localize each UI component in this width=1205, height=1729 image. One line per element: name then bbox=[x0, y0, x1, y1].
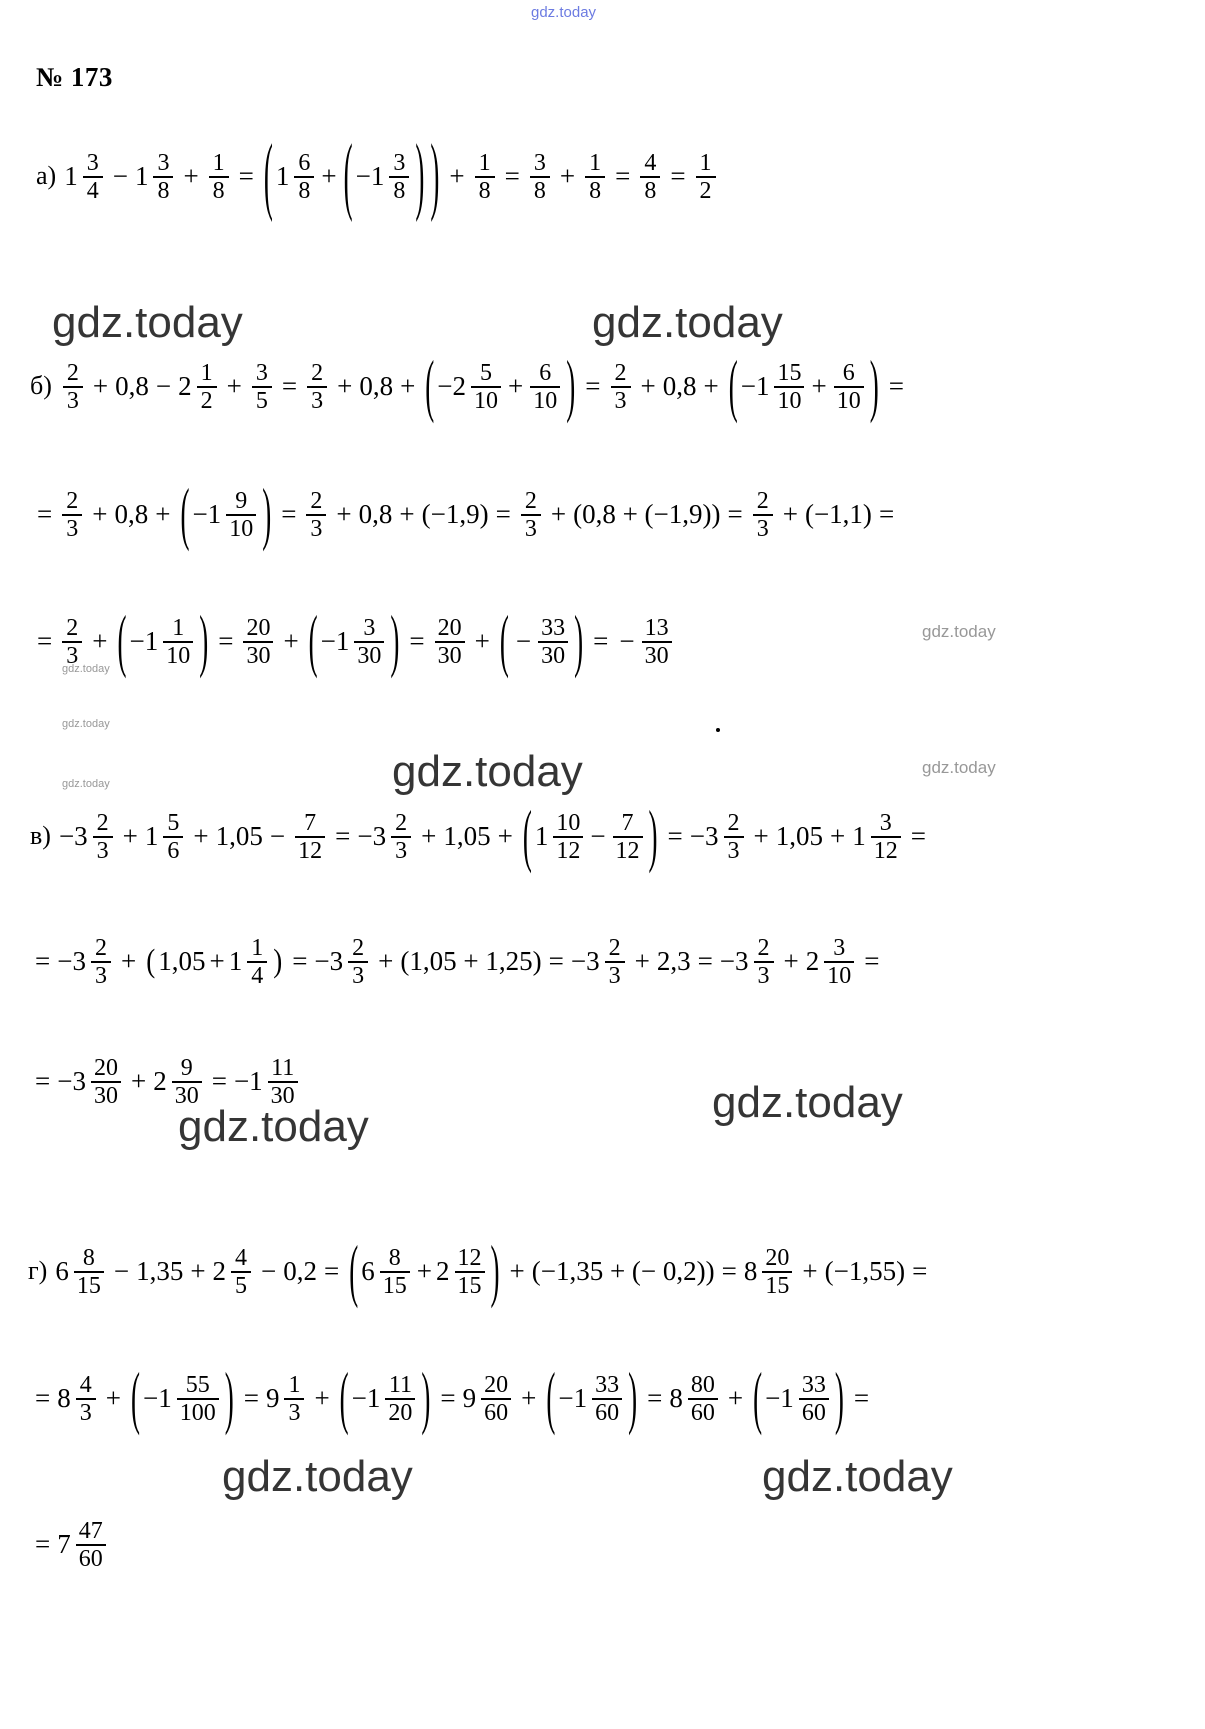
watermark: gdz.today bbox=[762, 1452, 953, 1501]
grouped-expression: ( −1 $\frac{33}{60}$ ) bbox=[546, 1357, 638, 1436]
grouped-expression: ( 1 $\frac{10}{12}$ − $\frac{7}{12}$ ) bbox=[522, 795, 658, 874]
watermark: gdz.today bbox=[531, 4, 597, 21]
solution-g-line-3: = 7 $\frac{47}{60}$ bbox=[28, 1518, 109, 1571]
solution-b-line-2: = $\frac{2}{3}$ + 0,8 + ( −1 $\frac{9}{10}$ ) = $\frac{2}{3}$ + 0,8 + (−1,9) = $\frac{2}{3}$ + (0,8 + (−1,9)) = $\frac{2}{3}$ + (−1,1) = bbox=[37, 473, 895, 552]
term: $\frac{3}{8}$ bbox=[530, 151, 550, 204]
solution-b-line-1: б) $\frac{2}{3}$ + 0,8 − 2 $\frac{1}{2}$ + $\frac{3}{5}$ = $\frac{2}{3}$ + 0,8 + ( −2 $\frac{5}{10}$ + $\frac{6}{10}$ ) = $\frac{2}{3}$ + 0,8 + ( −1 $\frac{15}{10}$ + $\frac{6}{10}$ ) = bbox=[30, 345, 904, 424]
term: $\frac{1}{8}$ bbox=[475, 151, 495, 204]
watermark: gdz.today bbox=[712, 1078, 903, 1127]
watermark: gdz.today bbox=[62, 718, 110, 730]
grouped-expression: ( − $\frac{33}{30}$ ) bbox=[499, 600, 584, 679]
solution-v-line-3: = −3 $\frac{20}{30}$ + 2 $\frac{9}{30}$ = −1 $\frac{11}{30}$ bbox=[28, 1055, 301, 1108]
grouped-expression: ( 1,05 + 1 $\frac{1}{4}$ ) bbox=[146, 935, 283, 990]
term: 1 $\frac{3}{4}$ bbox=[64, 150, 106, 203]
solution-a-line-1: а) 1 $\frac{3}{4}$ − 1 $\frac{3}{8}$ + $\frac{1}{8}$ = ( 1 $\frac{6}{8}$ + ( −1 $\frac{3}{8}$ ) ) + $\frac{1}{8}$ = $\frac{3}{8}$ + $\frac{1}{8}$ = $\frac{4}{8}$ = $\frac{1}{2}$ bbox=[36, 150, 719, 203]
result: 7 $\frac{47}{60}$ bbox=[57, 1518, 109, 1571]
watermark: gdz.today bbox=[922, 758, 996, 777]
watermark: gdz.today bbox=[222, 1452, 413, 1501]
term: 1 $\frac{3}{8}$ bbox=[135, 150, 177, 203]
watermark: gdz.today bbox=[52, 298, 243, 347]
solution-g-line-2: = 8 $\frac{4}{3}$ + ( −1 $\frac{55}{100}$ ) = 9 $\frac{1}{3}$ + ( −1 $\frac{11}{20}$ ) = 9 $\frac{20}{60}$ + ( −1 $\frac{33}{60}$ ) = 8 $\frac{80}{60}$ + ( −1 $\frac{33}{60}$ ) = bbox=[35, 1357, 870, 1436]
term: $\frac{4}{8}$ bbox=[640, 151, 660, 204]
grouped-expression: ( 1 $\frac{6}{8}$ + ( −1 $\frac{3}{8}$ ) ) bbox=[263, 126, 440, 223]
watermark: gdz.today bbox=[922, 622, 996, 641]
solution-g-line-1: г) 6 $\frac{8}{15}$ − 1,35 + 2 $\frac{4}{5}$ − 0,2 = ( 6 $\frac{8}{15}$ + 2 $\frac{12}{15}$ ) + (−1,35 + (− 0,2)) = 8 $\frac{20}{15}$ + (−1,55) = bbox=[28, 1230, 928, 1309]
grouped-expression: ( −1 $\frac{3}{30}$ ) bbox=[308, 600, 400, 679]
watermark: gdz.today bbox=[592, 298, 783, 347]
result: −1 $\frac{11}{30}$ bbox=[234, 1055, 301, 1108]
item-label-g: г) bbox=[28, 1256, 48, 1286]
watermark: gdz.today bbox=[62, 778, 110, 790]
page-title: № 173 bbox=[36, 62, 113, 92]
stray-ink-dot bbox=[716, 728, 720, 732]
grouped-expression: ( −1 $\frac{33}{60}$ ) bbox=[753, 1357, 844, 1436]
item-label-b: б) bbox=[30, 371, 52, 401]
term: $\frac{1}{8}$ bbox=[585, 151, 605, 204]
result: $\frac{13}{30}$ bbox=[642, 616, 672, 669]
grouped-expression: ( −1 $\frac{1}{10}$ ) bbox=[117, 600, 209, 679]
watermark: gdz.today bbox=[178, 1102, 369, 1151]
term: $\frac{1}{8}$ bbox=[209, 151, 229, 204]
grouped-expression: ( −2 $\frac{5}{10}$ + $\frac{6}{10}$ ) bbox=[425, 345, 576, 424]
term: $\frac{1}{2}$ bbox=[696, 151, 716, 204]
item-label-a: а) bbox=[36, 161, 57, 191]
grouped-expression: ( −1 $\frac{15}{10}$ + $\frac{6}{10}$ ) bbox=[728, 345, 879, 424]
solution-v-line-1: в) −3 $\frac{2}{3}$ + 1 $\frac{5}{6}$ + 1,05 − $\frac{7}{12}$ = −3 $\frac{2}{3}$ + 1,05 + ( 1 $\frac{10}{12}$ − $\frac{7}{12}$ ) = −3 $\frac{2}{3}$ + 1,05 + 1 $\frac{3}{12}$ = bbox=[30, 795, 926, 874]
solution-b-line-3: = $\frac{2}{3}$ + ( −1 $\frac{1}{10}$ ) = $\frac{20}{30}$ + ( −1 $\frac{3}{30}$ ) = $\frac{20}{30}$ + ( − $\frac{33}{30}$ ) = − $\frac{13}{30}$ bbox=[30, 615, 675, 668]
solution-v-line-2: = −3 $\frac{2}{3}$ + ( 1,05 + 1 $\frac{1}{4}$ ) = −3 $\frac{2}{3}$ + (1,05 + 1,25) = −3 $\frac{2}{3}$ + 2,3 = −3 $\frac{2}{3}$ + 2 $\frac{3}{10}$ = bbox=[35, 935, 880, 990]
watermark: gdz.today bbox=[392, 747, 583, 796]
grouped-expression: ( −1 $\frac{9}{10}$ ) bbox=[180, 473, 272, 552]
grouped-expression: ( −1 $\frac{55}{100}$ ) bbox=[130, 1357, 234, 1436]
watermark: gdz.today bbox=[62, 663, 110, 675]
item-label-v: в) bbox=[30, 821, 51, 851]
grouped-expression: ( 6 $\frac{8}{15}$ + 2 $\frac{12}{15}$ ) bbox=[349, 1230, 500, 1309]
grouped-expression: ( −1 $\frac{11}{20}$ ) bbox=[339, 1357, 431, 1436]
